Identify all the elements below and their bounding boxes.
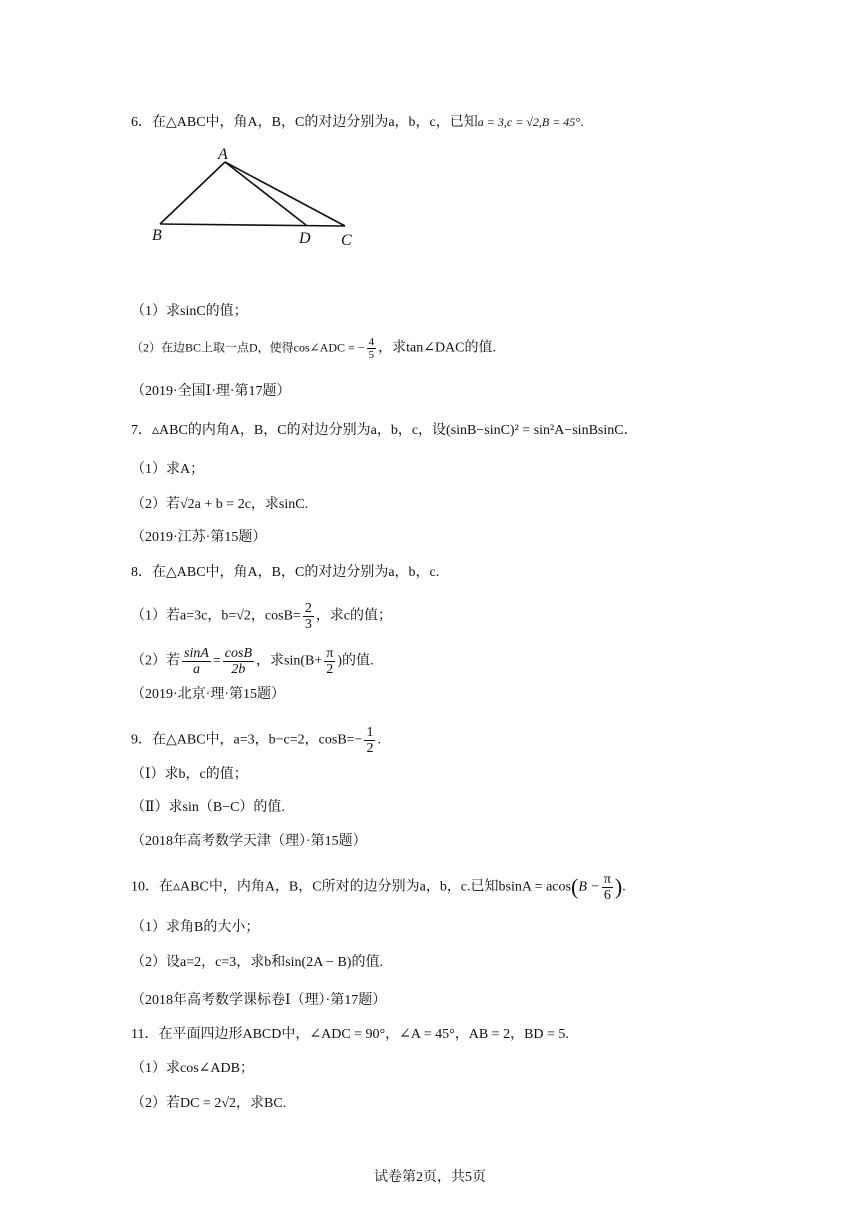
q11-stem: 11．在平面四边形ABCD中，∠ADC = 90°，∠A = 45°，AB = 2，BD = 5. bbox=[131, 1027, 569, 1042]
side-ac bbox=[225, 162, 345, 226]
q8-part1: （1）若a=3c，b=√2，cosB= $\frac{2}{3}$ ，求c的值； bbox=[131, 601, 393, 632]
q11-part1: （1）求cos∠ADB； bbox=[131, 1061, 254, 1076]
q9-part2: （Ⅱ）求sin（B−C）的值. bbox=[131, 800, 285, 815]
q6-part1: （1）求sinC的值； bbox=[131, 304, 248, 319]
point-d-label: D bbox=[299, 230, 311, 247]
q9-stem: 9．在△ABC中，a=3，b−c=2，cosB=− $\frac{1}{2}$ . bbox=[131, 725, 381, 756]
q8-source: （2019·北京·理·第15题） bbox=[131, 687, 285, 702]
fraction: $\frac{1}{2}$ bbox=[366, 725, 374, 756]
q8-stem: 8．在△ABC中，角A，B，C的对边分别为a，b，c. bbox=[131, 565, 440, 580]
q7-stem: 7．▵ABC的内角A，B，C的对边分别为a，b，c，设(sinB−sinC)² = sin²A−sinBsinC． bbox=[131, 423, 638, 438]
q6-source: （2019·全国Ⅰ·理·第17题） bbox=[131, 384, 291, 399]
q10-stem: 10．在▵ABC中，内角A，B，C所对的边分别为a，b，c.已知bsinA = acos(B − $\frac{\pi}{6}$ ). bbox=[131, 872, 626, 903]
q9-part1: （Ⅰ）求b，c的值； bbox=[131, 767, 248, 782]
q11-part2: （2）若DC = 2√2，求BC. bbox=[131, 1096, 287, 1111]
side-bc bbox=[160, 224, 345, 226]
q9-source: （2018年高考数学天津（理）·第15题） bbox=[131, 834, 367, 849]
q7-part2: （2）若√2a + b = 2c，求sinC. bbox=[131, 497, 309, 512]
vertex-c-label: C bbox=[341, 232, 352, 249]
q8-part2: （2）若 $\frac{\sin A}{a}$ = $\frac{\cos B}{2b}$ ，求sin(B+ $\frac{\pi}{2}$ )的值. bbox=[131, 646, 374, 677]
fraction: $\frac{\cos B}{2b}$ bbox=[224, 646, 253, 677]
fraction: $\frac{\pi}{6}$ bbox=[603, 872, 611, 903]
page-footer: 试卷第2页，共5页 bbox=[374, 1170, 486, 1185]
fraction: $\frac{\sin A}{a}$ bbox=[184, 646, 209, 677]
q10-part2: （2）设a=2，c=3，求b和sin(2A − B)的值. bbox=[131, 955, 383, 970]
vertex-b-label: B bbox=[152, 227, 162, 244]
q7-source: （2019·江苏·第15题） bbox=[131, 530, 267, 545]
segment-ad bbox=[225, 162, 306, 225]
q7-part1: （1）求A； bbox=[131, 462, 205, 477]
q6-part2: （2）在边BC上取一点D，使得cos∠ADC = − $\frac{4}{5}$ ，求tan∠DAC的值. bbox=[131, 336, 497, 361]
vertex-a-label: A bbox=[218, 146, 228, 163]
triangle-figure bbox=[140, 140, 370, 250]
q6-stem: 6．在△ABC中，角A，B，C的对边分别为a，b，c，已知a = 3,c = √2,B = 45°． bbox=[131, 115, 593, 130]
fraction: $\frac{2}{3}$ bbox=[304, 601, 312, 632]
fraction: $\frac{\pi}{2}$ bbox=[326, 646, 334, 677]
fraction: $\frac{4}{5}$ bbox=[368, 336, 375, 361]
side-ab bbox=[160, 162, 225, 224]
q10-source: （2018年高考数学课标卷Ⅰ（理）·第17题） bbox=[131, 993, 387, 1008]
q10-part1: （1）求角B的大小； bbox=[131, 920, 260, 935]
